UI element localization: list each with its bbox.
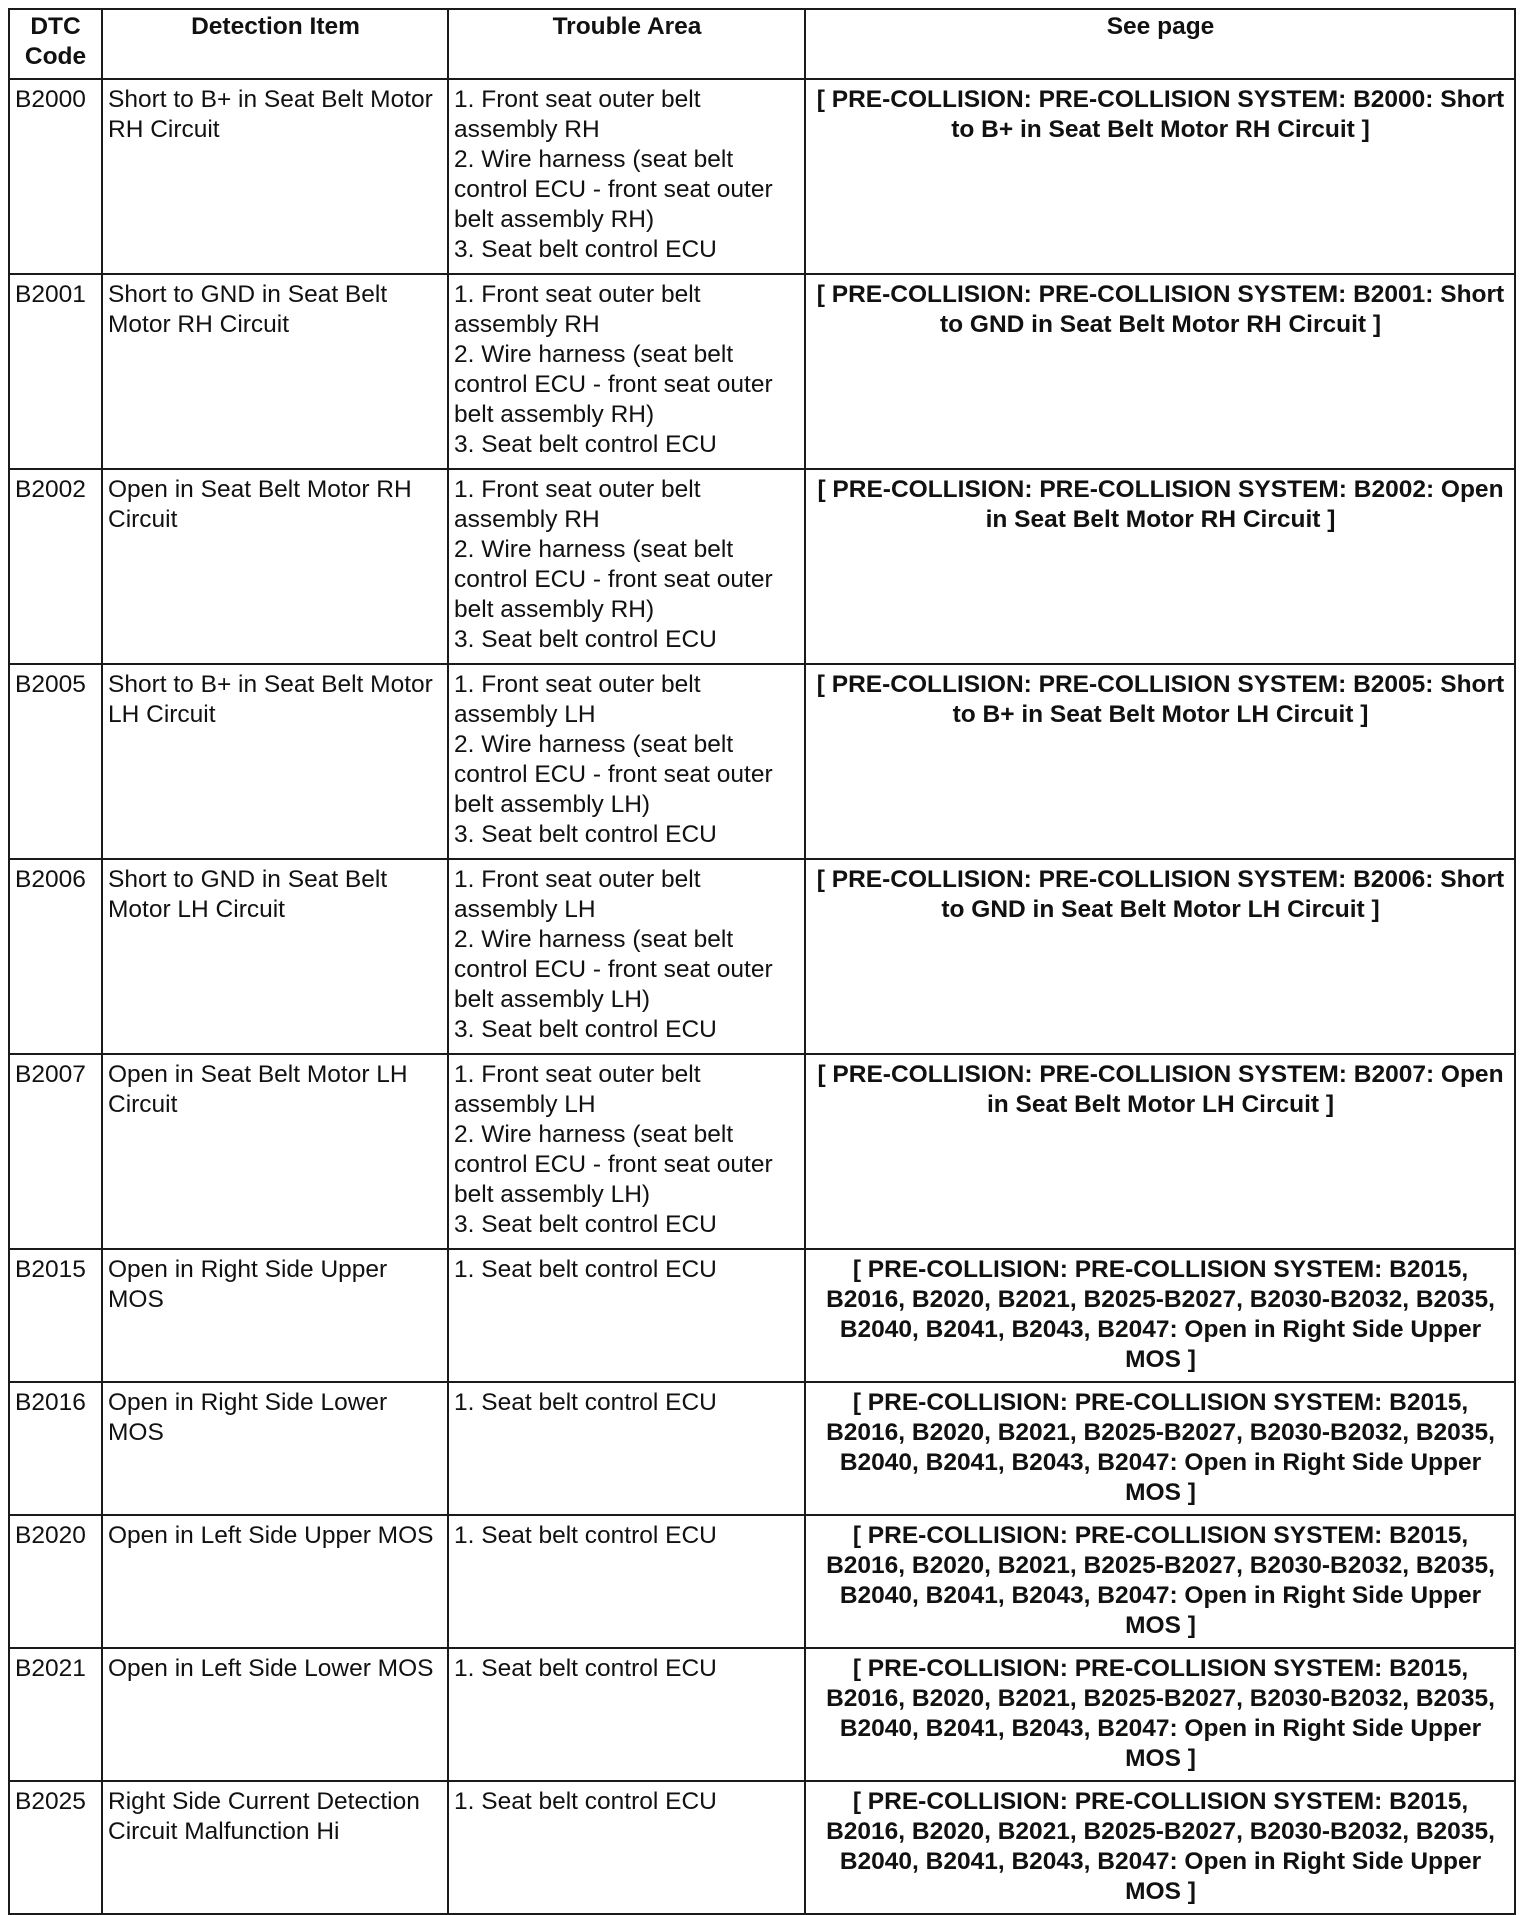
trouble-area: [448, 1249, 805, 1382]
trouble-line: 1. Front seat outer belt assembly LH: [454, 671, 701, 728]
dtc-code: B2005: [9, 664, 102, 859]
dtc-code: B2016: [9, 1382, 102, 1515]
see-page-link[interactable]: [ PRE-COLLISION: PRE-COLLISION SYSTEM: B2000: Short to B+ in Seat Belt Motor RH Circuit ]: [805, 79, 1515, 274]
trouble-line: 1. Seat belt control ECU: [454, 1522, 717, 1549]
see-page-link[interactable]: [ PRE-COLLISION: PRE-COLLISION SYSTEM: B2015, B2016, B2020, B2021, B2025-B2027, B2030-B2032, B2035, B2040, B2041, B2043, B2047: Open in Right Side Upper MOS ]: [805, 1781, 1515, 1914]
dtc-code: B2021: [9, 1648, 102, 1781]
table-row: [9, 1515, 1515, 1648]
trouble-area: [448, 1648, 805, 1781]
trouble-line: 1. Front seat outer belt assembly RH: [454, 86, 701, 143]
table-row: [9, 1249, 1515, 1382]
see-page-link[interactable]: [ PRE-COLLISION: PRE-COLLISION SYSTEM: B2015, B2016, B2020, B2021, B2025-B2027, B2030-B2032, B2035, B2040, B2041, B2043, B2047: Open in Right Side Upper MOS ]: [805, 1648, 1515, 1781]
detection-item: Open in Seat Belt Motor LH Circuit: [102, 1054, 448, 1249]
detection-item: Right Side Current Detection Circuit Malfunction Hi: [102, 1781, 448, 1914]
table-body: [9, 79, 1515, 1914]
dtc-code: B2025: [9, 1781, 102, 1914]
detection-item: Open in Seat Belt Motor RH Circuit: [102, 469, 448, 664]
detection-item: Short to GND in Seat Belt Motor LH Circuit: [102, 859, 448, 1054]
trouble-line: 1. Front seat outer belt assembly LH: [454, 866, 701, 923]
table-header-row: [9, 9, 1515, 79]
trouble-area: [448, 859, 805, 1054]
see-page-link[interactable]: [ PRE-COLLISION: PRE-COLLISION SYSTEM: B2002: Open in Seat Belt Motor RH Circuit ]: [805, 469, 1515, 664]
header-trouble-area: Trouble Area: [448, 9, 805, 79]
table-row: [9, 1781, 1515, 1914]
trouble-area: [448, 1382, 805, 1515]
see-page-link[interactable]: [ PRE-COLLISION: PRE-COLLISION SYSTEM: B2006: Short to GND in Seat Belt Motor LH Circuit ]: [805, 859, 1515, 1054]
trouble-line: 1. Seat belt control ECU: [454, 1389, 717, 1416]
header-dtc-code: DTC Code: [9, 9, 102, 79]
detection-item: Open in Left Side Lower MOS: [102, 1648, 448, 1781]
trouble-line: 1. Seat belt control ECU: [454, 1256, 717, 1283]
trouble-line: 1. Front seat outer belt assembly RH: [454, 281, 701, 338]
detection-item: Open in Right Side Lower MOS: [102, 1382, 448, 1515]
trouble-line: 3. Seat belt control ECU: [454, 821, 717, 848]
trouble-area: [448, 469, 805, 664]
trouble-line: 2. Wire harness (seat belt control ECU - front seat outer belt assembly LH): [454, 731, 773, 818]
dtc-code: B2006: [9, 859, 102, 1054]
trouble-area: [448, 1781, 805, 1914]
dtc-code: B2002: [9, 469, 102, 664]
dtc-table: [8, 8, 1516, 1915]
detection-item: Open in Right Side Upper MOS: [102, 1249, 448, 1382]
trouble-line: 2. Wire harness (seat belt control ECU - front seat outer belt assembly LH): [454, 1121, 773, 1208]
trouble-line: 1. Seat belt control ECU: [454, 1788, 717, 1815]
trouble-line: 3. Seat belt control ECU: [454, 1016, 717, 1043]
dtc-code: B2001: [9, 274, 102, 469]
detection-item: Open in Left Side Upper MOS: [102, 1515, 448, 1648]
detection-item: Short to GND in Seat Belt Motor RH Circuit: [102, 274, 448, 469]
header-detection-item: Detection Item: [102, 9, 448, 79]
trouble-line: 1. Front seat outer belt assembly RH: [454, 476, 701, 533]
trouble-line: 3. Seat belt control ECU: [454, 626, 717, 653]
header-see-page: See page: [805, 9, 1515, 79]
dtc-code: B2020: [9, 1515, 102, 1648]
trouble-line: 2. Wire harness (seat belt control ECU - front seat outer belt assembly RH): [454, 146, 773, 233]
table-row: [9, 859, 1515, 1054]
see-page-link[interactable]: [ PRE-COLLISION: PRE-COLLISION SYSTEM: B2007: Open in Seat Belt Motor LH Circuit ]: [805, 1054, 1515, 1249]
detection-item: Short to B+ in Seat Belt Motor LH Circuit: [102, 664, 448, 859]
table-row: [9, 274, 1515, 469]
trouble-area: [448, 1054, 805, 1249]
see-page-link[interactable]: [ PRE-COLLISION: PRE-COLLISION SYSTEM: B2015, B2016, B2020, B2021, B2025-B2027, B2030-B2032, B2035, B2040, B2041, B2043, B2047: Open in Right Side Upper MOS ]: [805, 1249, 1515, 1382]
see-page-link[interactable]: [ PRE-COLLISION: PRE-COLLISION SYSTEM: B2015, B2016, B2020, B2021, B2025-B2027, B2030-B2032, B2035, B2040, B2041, B2043, B2047: Open in Right Side Upper MOS ]: [805, 1515, 1515, 1648]
trouble-line: 2. Wire harness (seat belt control ECU - front seat outer belt assembly RH): [454, 341, 773, 428]
dtc-code: B2015: [9, 1249, 102, 1382]
trouble-area: [448, 274, 805, 469]
trouble-line: 3. Seat belt control ECU: [454, 236, 717, 263]
dtc-code: B2007: [9, 1054, 102, 1249]
table-row: [9, 1382, 1515, 1515]
table-row: [9, 664, 1515, 859]
trouble-line: 1. Seat belt control ECU: [454, 1655, 717, 1682]
dtc-code: B2000: [9, 79, 102, 274]
trouble-line: 3. Seat belt control ECU: [454, 431, 717, 458]
trouble-line: 3. Seat belt control ECU: [454, 1211, 717, 1238]
trouble-line: 2. Wire harness (seat belt control ECU - front seat outer belt assembly RH): [454, 536, 773, 623]
see-page-link[interactable]: [ PRE-COLLISION: PRE-COLLISION SYSTEM: B2015, B2016, B2020, B2021, B2025-B2027, B2030-B2032, B2035, B2040, B2041, B2043, B2047: Open in Right Side Upper MOS ]: [805, 1382, 1515, 1515]
trouble-line: 2. Wire harness (seat belt control ECU - front seat outer belt assembly LH): [454, 926, 773, 1013]
trouble-area: [448, 664, 805, 859]
table-row: [9, 79, 1515, 274]
see-page-link[interactable]: [ PRE-COLLISION: PRE-COLLISION SYSTEM: B2001: Short to GND in Seat Belt Motor RH Circuit ]: [805, 274, 1515, 469]
see-page-link[interactable]: [ PRE-COLLISION: PRE-COLLISION SYSTEM: B2005: Short to B+ in Seat Belt Motor LH Circuit ]: [805, 664, 1515, 859]
table-row: [9, 1648, 1515, 1781]
table-row: [9, 1054, 1515, 1249]
table-row: [9, 469, 1515, 664]
trouble-area: [448, 1515, 805, 1648]
detection-item: Short to B+ in Seat Belt Motor RH Circuit: [102, 79, 448, 274]
trouble-area: [448, 79, 805, 274]
trouble-line: 1. Front seat outer belt assembly LH: [454, 1061, 701, 1118]
